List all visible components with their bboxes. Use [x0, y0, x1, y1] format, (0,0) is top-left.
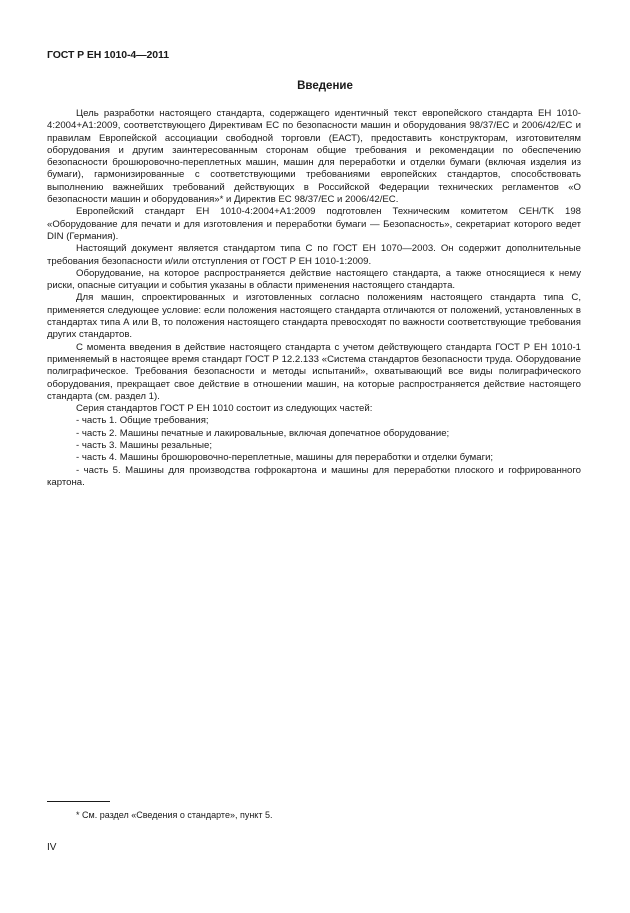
footnote-divider: [47, 801, 110, 802]
page-number: IV: [47, 842, 57, 853]
list-item: - часть 3. Машины резальные;: [76, 440, 213, 452]
paragraph-type-c: Настоящий документ является стандартом типа С по ГОСТ ЕН 1070—2003. Он содержит дополнительные требования безопасности и/или отступления от ГОСТ Р ЕН 1010-1:2009.: [47, 243, 581, 267]
section-title: Введение: [297, 80, 353, 92]
paragraph-replacement: С момента введения в действие настоящего стандарта с учетом действующего стандарта ГОСТ Р ЕН 1010-1 применяемый в настоящее время стандарт ГОСТ Р 12.2.133 «Система стандартов безопасности труда. Оборудование полиграфическое. Требования безопасности и методы испытаний», охватывающий все виды полиграфического оборудования, прекращает свое действие в отношении машин, на которые распространяется действие настоящего стандарта (см. раздел 1).: [47, 341, 581, 402]
paragraph-scope: Оборудование, на которое распространяется действие настоящего стандарта, а также относящиеся к нему риски, опасные ситуации и события указаны в области применения настоящего стандарта.: [47, 267, 581, 292]
paragraph-series: Серия стандартов ГОСТ Р ЕН 1010 состоит из следующих частей:: [76, 403, 373, 415]
paragraph-purpose: Цель разработки настоящего стандарта, содержащего идентичный текст европейского стандарта ЕН 1010-4:2004+А1:2009, соответствующего Директивам ЕС по безопасности машин и оборудования 98/37/ЕС и 2006/42/ЕС и правилам Европейской ассоциации свободной торговли (ЕАСТ), предоставить конструкторам, изготовителям оборудования и другим заинтересованным сторонам общие требования и рекомендации по обеспечению безопасности брошюровочно-переплетных машин, машин для переработки и отделки бумаги (включая изделия из бумаги), гармонизированные с соответствующими требованиями европейских стандартов, способствовать выполнению важнейших требований действующих в Российской Федерации технических регламентов «О безопасности машин и оборудования»* и Директив ЕС 98/37/ЕС и 2006/42/ЕС.: [47, 108, 581, 206]
list-item: - часть 1. Общие требования;: [76, 415, 209, 427]
introduction-body: [47, 108, 581, 489]
document-code-header: ГОСТ Р ЕН 1010-4—2011: [47, 49, 169, 61]
list-item: - часть 4. Машины брошюровочно-переплетные, машины для переработки и отделки бумаги;: [76, 452, 494, 464]
parts-list: [47, 415, 581, 489]
paragraph-european-standard: Европейский стандарт ЕН 1010-4:2004+А1:2009 подготовлен Техническим комитетом CEH/TK 198 «Оборудование для печати и для изготовления и переработки бумаги — Безопасность», секретариат которого ведет DIN (Германия).: [47, 206, 581, 242]
list-item: - часть 2. Машины печатные и лакировальные, включая допечатное оборудование;: [76, 427, 450, 439]
list-item: - часть 5. Машины для производства гофрокартона и машины для переработки плоского и гофрированного картона.: [47, 464, 581, 488]
paragraph-priority: Для машин, спроектированных и изготовленных согласно положениям настоящего стандарта типа С, применяется следующее условие: если положения настоящего стандарта отличаются от положений, установленных в стандартах типа А или В, то положения настоящего стандарта превосходят по важности соответствующие требования других стандартов.: [47, 292, 581, 341]
footnote: * См. раздел «Сведения о стандарте», пункт 5.: [76, 810, 273, 820]
